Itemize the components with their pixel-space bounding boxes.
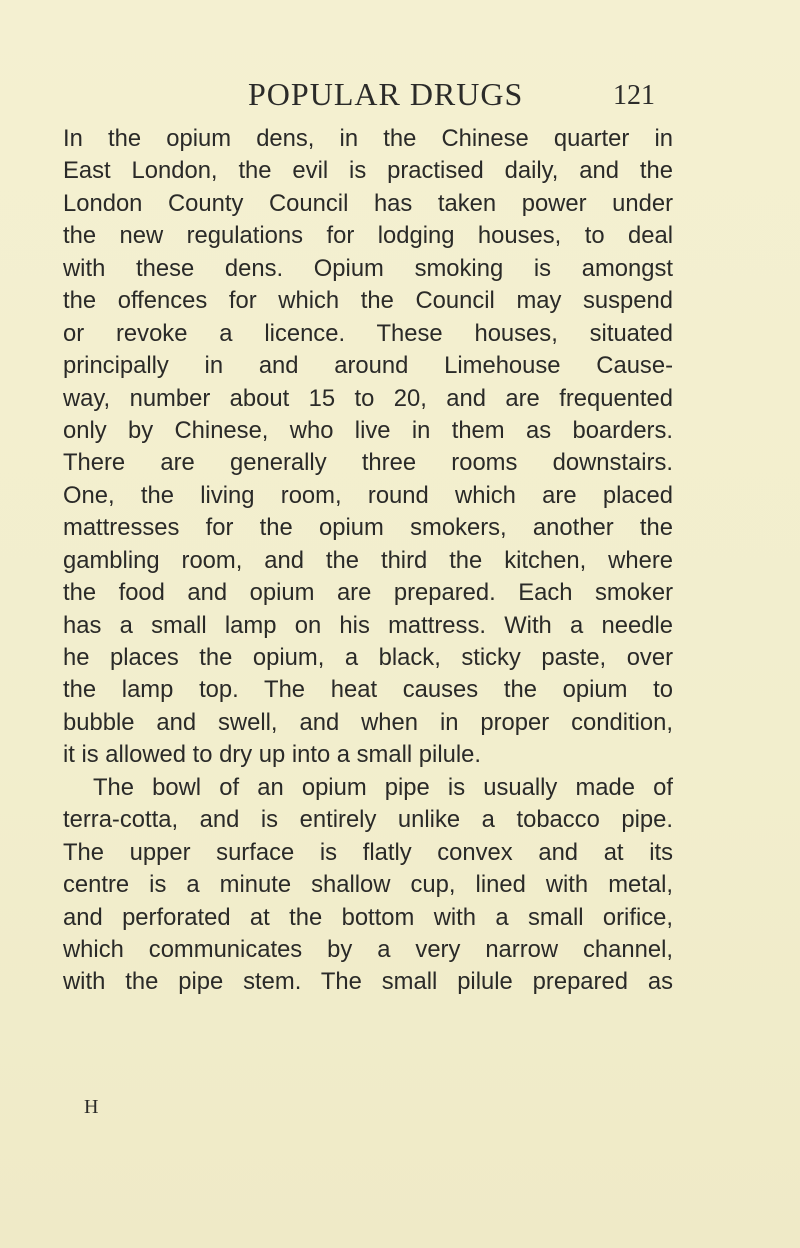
text-line: The upper surface is flatly convex and at its (63, 838, 673, 866)
text-line: the new regulations for lodging houses, to deal (63, 222, 673, 250)
text-line: or revoke a licence. These houses, situated (63, 319, 673, 347)
text-line: In the opium dens, in the Chinese quarter in (63, 125, 673, 152)
text-line: London County Council has taken power under (63, 189, 673, 217)
text-line: One, the living room, round which are placed (63, 481, 673, 509)
text-line: centre is a minute shallow cup, lined with metal, (63, 871, 673, 899)
text-line: gambling room, and the third the kitchen, where (63, 546, 673, 574)
signature-mark: H (84, 1096, 99, 1118)
text-line: with these dens. Opium smoking is amongst (63, 254, 673, 282)
text-line: only by Chinese, who live in them as boarders. (63, 416, 673, 444)
running-title: POPULAR DRUGS (248, 76, 524, 112)
text-line: and perforated at the bottom with a small orifice, (63, 903, 673, 931)
text-line: terra-cotta, and is entirely unlike a tobacco pipe. (63, 806, 673, 834)
text-line: the food and opium are prepared. Each smoker (63, 579, 673, 607)
body-text (63, 123, 673, 999)
text-line: There are generally three rooms downstairs. (63, 449, 673, 477)
text-line: way, number about 15 to 20, and are frequented (63, 384, 673, 412)
running-head (0, 74, 800, 122)
text-line: with the pipe stem. The small pilule prepared as (63, 968, 673, 996)
text-line: bubble and swell, and when in proper condition, (63, 708, 673, 736)
text-line: which communicates by a very narrow channel, (63, 935, 673, 963)
text-line: he places the opium, a black, sticky paste, over (63, 644, 673, 671)
text-line: mattresses for the opium smokers, another the (63, 514, 673, 542)
text-line: the lamp top. The heat causes the opium to (63, 676, 673, 704)
text-line: the offences for which the Council may suspend (63, 287, 673, 315)
text-line: has a small lamp on his mattress. With a needle (63, 611, 673, 639)
text-line: principally in and around Limehouse Cause- (63, 352, 673, 380)
page-number: 121 (613, 80, 655, 111)
text-line: it is allowed to dry up into a small pilule. (63, 741, 481, 769)
text-line: East London, the evil is practised daily, and the (63, 157, 673, 185)
paragraph-start-line: The bowl of an opium pipe is usually made of (93, 773, 673, 801)
